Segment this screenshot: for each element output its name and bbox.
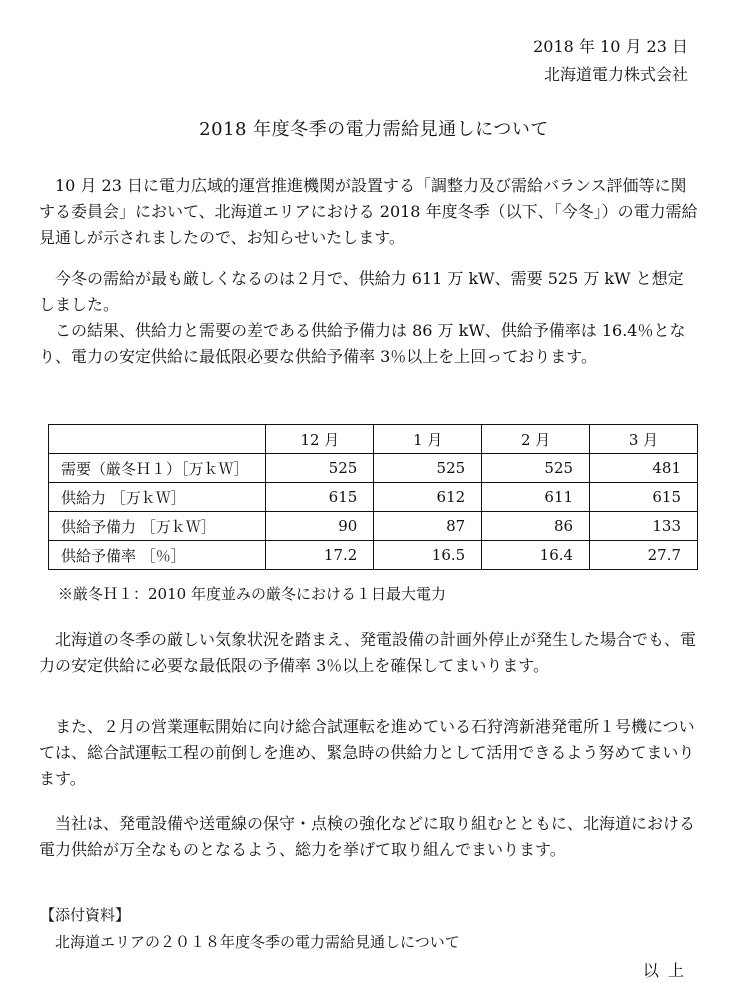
table-cell: 615 bbox=[590, 483, 698, 512]
table-cell: 481 bbox=[590, 454, 698, 483]
table-row-demand bbox=[49, 454, 698, 483]
row-label: 供給予備率 ［％］ bbox=[49, 541, 266, 570]
paragraph-forecast: 今冬の需給が最も厳しくなるのは２月で、供給力 611 万 kW、需要 525 万 kW と想定しました。 bbox=[39, 269, 684, 314]
row-label: 供給予備力 ［万ｋＷ］ bbox=[49, 512, 266, 541]
letter-header bbox=[533, 33, 688, 89]
paragraph-commitment: 当社は、発電設備や送電線の保守・点検の強化などに取り組むとともに、北海道における電力供給が万全なものとなるよう、総力を挙げて取り組んでまいります。 bbox=[39, 814, 696, 859]
paragraph-reserve: この結果、供給力と需要の差である供給予備力は 86 万 kW、供給予備率は 16.4％となり、電力の安定供給に最低限必要な供給予備率 3％以上を上回っております。 bbox=[39, 321, 686, 366]
table-header-row bbox=[49, 425, 698, 454]
table-cell: 525 bbox=[374, 454, 482, 483]
table-corner-cell bbox=[49, 425, 266, 454]
column-header-dec: 12 月 bbox=[266, 425, 374, 454]
document-title: 2018 年度冬季の電力需給見通しについて bbox=[199, 119, 549, 140]
paragraph-reserve-margin: 北海道の冬季の厳しい気象状況を踏まえ、発電設備の計画外停止が発生した場合でも、電力の安定供給に必要な最低限の予備率 3％以上を確保してまいります。 bbox=[39, 630, 696, 675]
table-row-reserve-rate bbox=[49, 541, 698, 570]
table-cell: 612 bbox=[374, 483, 482, 512]
row-label: 需要（厳冬Ｈ１）［万ｋＷ］ bbox=[49, 454, 266, 483]
closing-mark: 以 上 bbox=[642, 961, 686, 980]
table-cell: 16.4 bbox=[482, 541, 590, 570]
table-cell: 615 bbox=[266, 483, 374, 512]
table-row-supply bbox=[49, 483, 698, 512]
table-cell: 17.2 bbox=[266, 541, 374, 570]
table-cell: 87 bbox=[374, 512, 482, 541]
table-cell: 90 bbox=[266, 512, 374, 541]
column-header-feb: 2 月 bbox=[482, 425, 590, 454]
table-cell: 611 bbox=[482, 483, 590, 512]
company-name: 北海道電力株式会社 bbox=[543, 65, 688, 84]
table-cell: 27.7 bbox=[590, 541, 698, 570]
attachment-heading: 【添付資料】 bbox=[40, 906, 131, 924]
table-cell: 16.5 bbox=[374, 541, 482, 570]
table-row-reserve bbox=[49, 512, 698, 541]
table-cell: 525 bbox=[266, 454, 374, 483]
issue-date: 2018 年 10 月 23 日 bbox=[533, 37, 688, 56]
table-cell: 525 bbox=[482, 454, 590, 483]
table-footnote: ※厳冬Ｈ１：2010 年度並みの厳冬における１日最大電力 bbox=[58, 585, 446, 603]
column-header-mar: 3 月 bbox=[590, 425, 698, 454]
attachment-item: 北海道エリアの２０１８年度冬季の電力需給見通しについて bbox=[55, 933, 460, 951]
row-label: 供給力 ［万ｋＷ］ bbox=[49, 483, 266, 512]
paragraph-announcement: 10 月 23 日に電力広域的運営推進機関が設置する「調整力及び需給バランス評価等に関する委員会」において、北海道エリアにおける 2018 年度冬季（以下、「今冬」）の電力需給見通しが示されましたので、お知らせいたします。 bbox=[39, 176, 698, 247]
supply-demand-table bbox=[48, 424, 698, 570]
column-header-jan: 1 月 bbox=[374, 425, 482, 454]
table-cell: 86 bbox=[482, 512, 590, 541]
table-cell: 133 bbox=[590, 512, 698, 541]
paragraph-ishikari-plant: また、２月の営業運転開始に向け総合試運転を進めている石狩湾新港発電所１号機については、総合試運転工程の前倒しを進め、緊急時の供給力として活用できるよう努めてまいります。 bbox=[39, 717, 695, 788]
